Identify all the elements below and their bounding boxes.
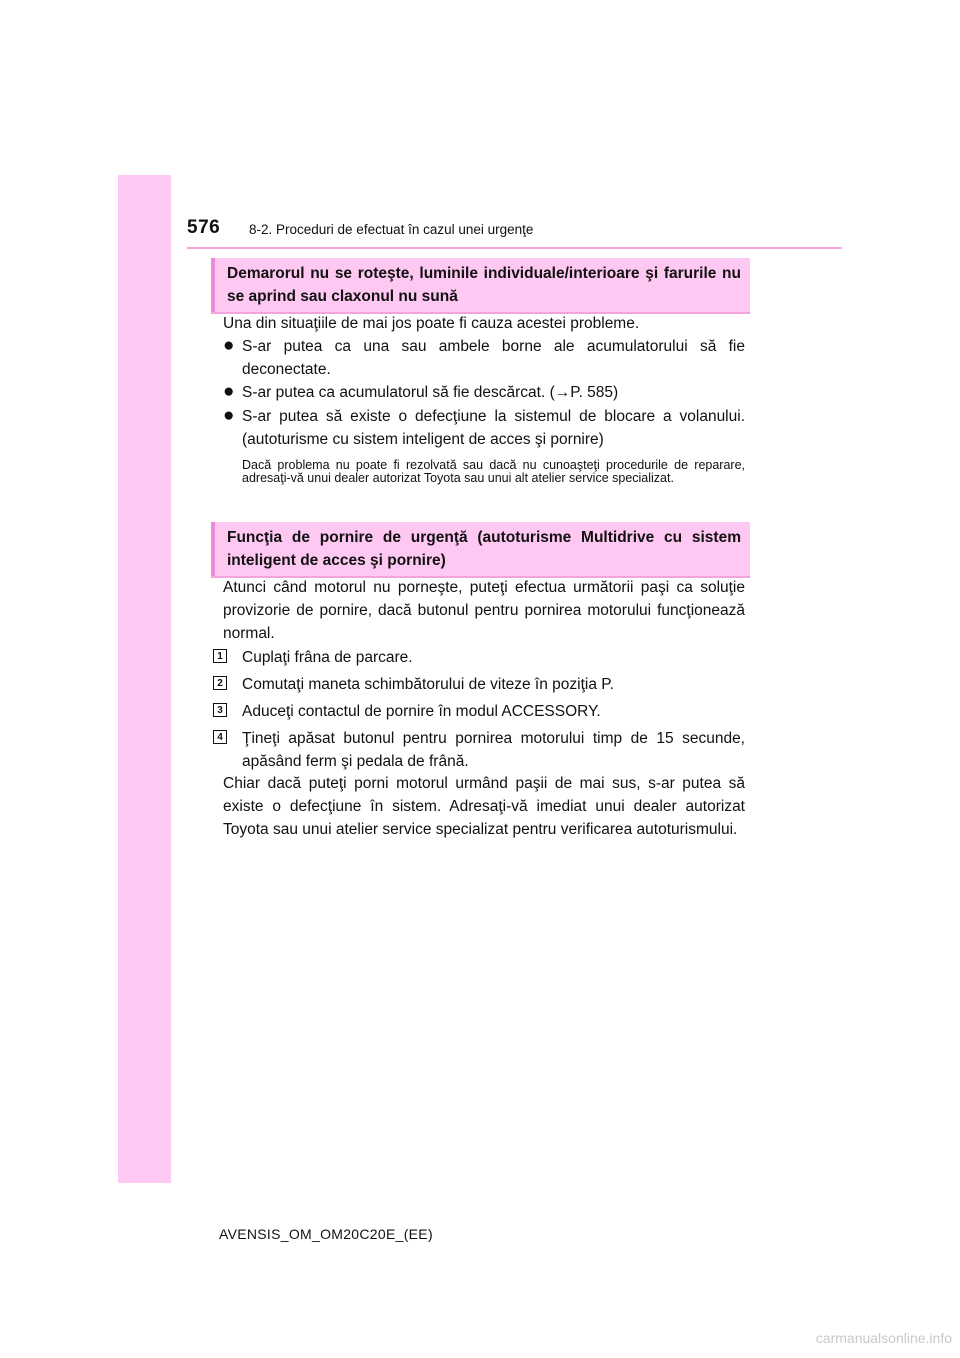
chapter-title: 8-2. Proceduri de efectuat în cazul unei urgenţe <box>249 222 534 237</box>
bullet-dot-icon: ● <box>223 405 235 426</box>
bullet-item <box>223 335 745 381</box>
section-intro: Una din situaţiile de mai jos poate fi cauza acestei probleme. <box>223 315 640 332</box>
section-heading-starter <box>211 258 750 312</box>
bullet-item <box>223 405 745 451</box>
bullet-item <box>223 381 745 404</box>
step-item <box>213 700 745 723</box>
page-header <box>187 215 842 249</box>
section-heading-text: Funcţia de pornire de urgenţă (autoturisme Multidrive cu sistem inteligent de acces şi pornire) <box>227 529 741 569</box>
step-item <box>213 646 745 669</box>
chapter-side-band <box>118 175 171 1183</box>
section-intro: Atunci când motorul nu porneşte, puteţi efectua următorii paşi ca soluţie provizorie de pornire, dacă butonul pentru pornirea motorului funcţionează normal. <box>223 579 745 642</box>
bullet-text: S-ar putea să existe o defecţiune la sistemul de blocare a volanului. (autoturisme cu sistem inteligent de acces şi pornire) <box>242 408 745 448</box>
step-number: 4 <box>213 730 227 744</box>
step-item <box>213 673 745 696</box>
closing-paragraph: Chiar dacă puteţi porni motorul urmând paşii de mai sus, s-ar putea să existe o defecţiune în sistem. Adresaţi-vă imediat unui dealer autorizat Toyota sau unui atelier service specializat pentru verificarea autoturismului. <box>223 775 745 838</box>
bullet-text: S-ar putea ca una sau ambele borne ale acumulatorului să fie deconectate. <box>242 338 745 378</box>
document-code: AVENSIS_OM_OM20C20E_(EE) <box>219 1226 433 1242</box>
bullet-dot-icon: ● <box>223 335 235 356</box>
section-heading-emergency-start <box>211 522 750 576</box>
bullet-text: S-ar putea ca acumulatorul să fie descărcat. (→P. 585) <box>242 384 619 401</box>
step-number: 2 <box>213 676 227 690</box>
watermark: carmanualsonline.info <box>815 1330 952 1346</box>
step-text: Ţineţi apăsat butonul pentru pornirea motorului timp de 15 secunde, apăsând ferm şi pedala de frână. <box>242 730 745 770</box>
page-number: 576 <box>187 217 221 238</box>
bullet-dot-icon: ● <box>223 381 235 402</box>
step-number: 3 <box>213 703 227 717</box>
note-text: Dacă problema nu poate fi rezolvată sau dacă nu cunoaşteţi procedurile de reparare, adresaţi-vă unui dealer autorizat Toyota sau unui alt atelier service specializat. <box>242 458 745 485</box>
step-text: Comutaţi maneta schimbătorului de viteze în poziţia P. <box>242 676 614 693</box>
step-item <box>213 727 745 773</box>
step-number: 1 <box>213 649 227 663</box>
section-heading-text: Demarorul nu se roteşte, luminile individuale/interioare şi farurile nu se aprind sau claxonul nu sună <box>227 265 741 305</box>
step-text: Cuplaţi frâna de parcare. <box>242 649 413 666</box>
step-text: Aduceţi contactul de pornire în modul ACCESSORY. <box>242 703 601 720</box>
